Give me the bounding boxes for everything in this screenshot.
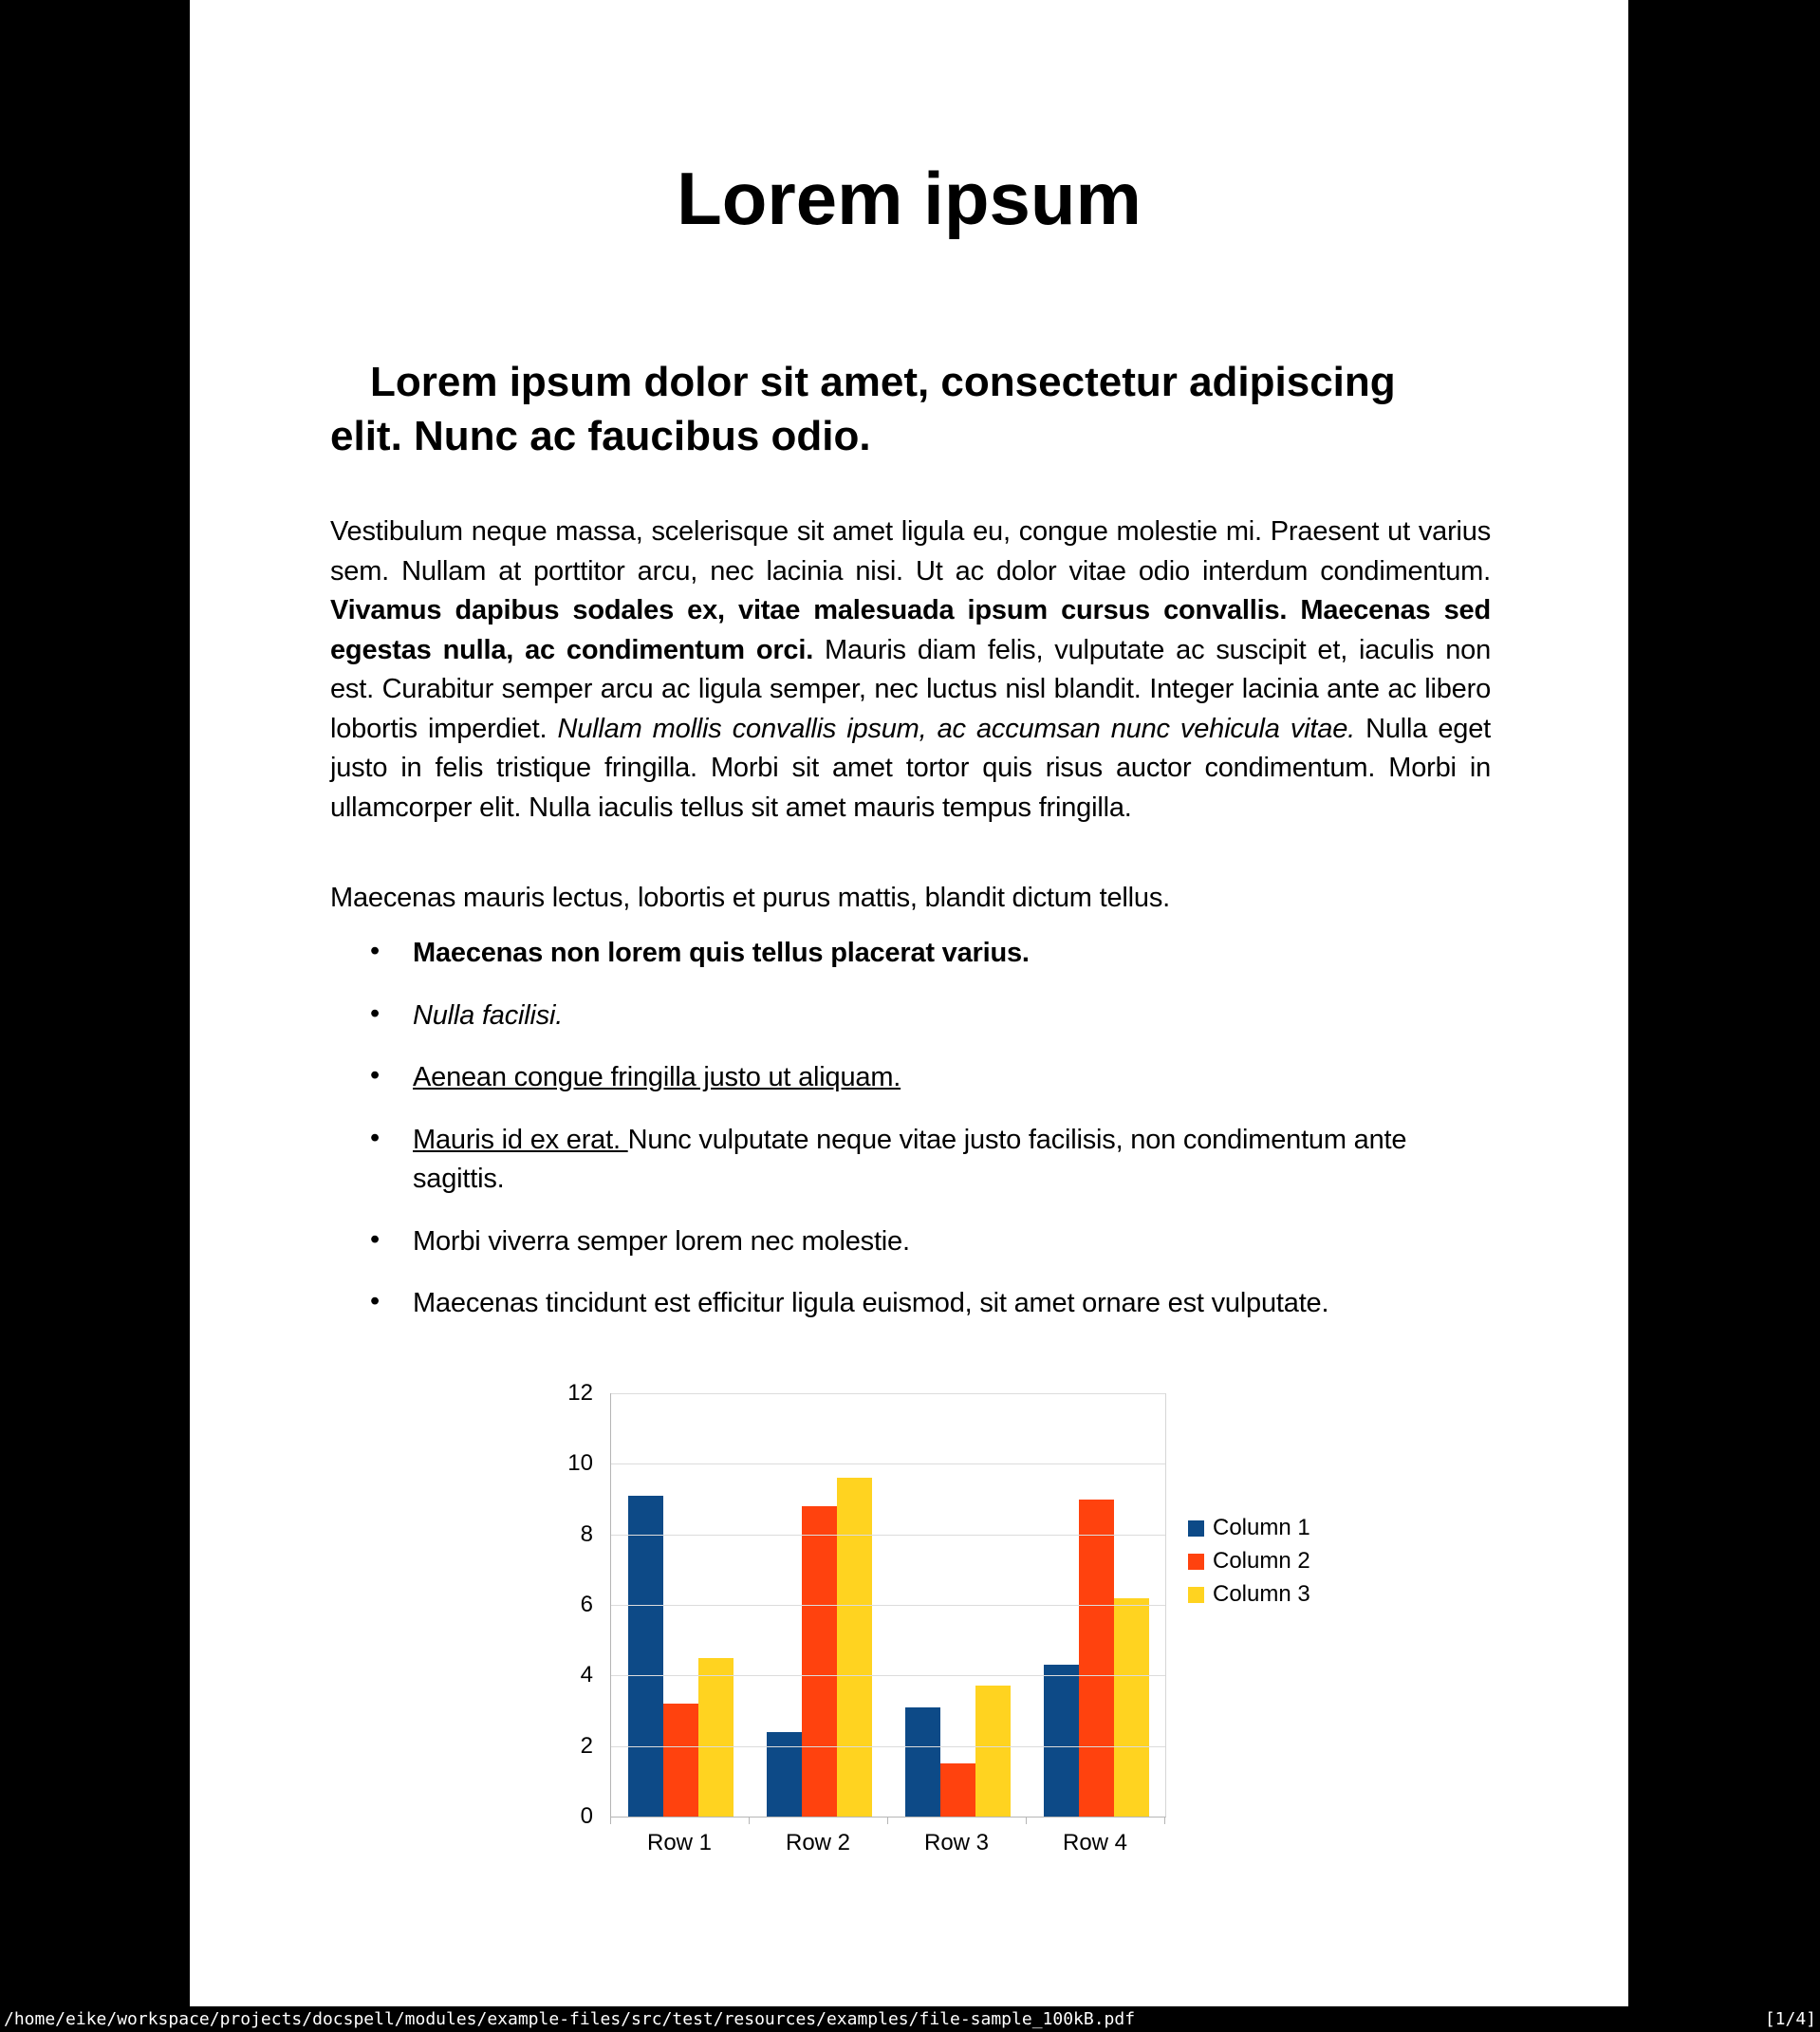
bullet-list xyxy=(330,934,1491,1347)
chart-gridline xyxy=(611,1393,1165,1394)
chart-bar xyxy=(940,1763,975,1817)
legend-color-swatch xyxy=(1188,1587,1204,1603)
statusbar-page-indicator: [1/4] xyxy=(1764,2009,1816,2029)
list-item-text xyxy=(413,1062,901,1092)
list-item-text xyxy=(413,1288,1328,1318)
list-item xyxy=(330,1284,1491,1324)
list-item xyxy=(330,1121,1491,1200)
y-axis-tick-label: 10 xyxy=(567,1450,593,1477)
statusbar-file-path: /home/eike/workspace/projects/docspell/modules/example-files/src/test/resources/examples/file-sample_100kB.pdf xyxy=(4,2009,1136,2029)
chart-gridline xyxy=(611,1675,1165,1676)
legend-series-label: Column 2 xyxy=(1213,1548,1310,1574)
list-item-text xyxy=(413,938,1030,968)
text-run: Morbi viverra semper lorem nec molestie. xyxy=(413,1225,910,1257)
chart-bar xyxy=(663,1704,698,1817)
y-axis-tick-label: 6 xyxy=(580,1592,593,1617)
paragraph-secondary: Maecenas mauris lectus, lobortis et purus mattis, blandit dictum tellus. xyxy=(330,883,1170,913)
text-run: Maecenas tincidunt est efficitur ligula euismod, sit amet ornare est vulputate. xyxy=(413,1288,1329,1318)
chart-bar xyxy=(802,1506,837,1817)
statusbar xyxy=(0,2006,1820,2032)
legend-entry xyxy=(1188,1581,1310,1607)
bar-chart xyxy=(190,1370,1628,1940)
chart-gridline xyxy=(611,1605,1165,1606)
text-run: Nulla facilisi. xyxy=(413,999,564,1031)
bullet-icon: • xyxy=(370,936,380,966)
chart-bar xyxy=(975,1686,1011,1817)
chart-legend xyxy=(1188,1515,1310,1619)
text-run: Nullam mollis convallis ipsum, ac accumsan nunc vehicula vitae. xyxy=(557,713,1366,744)
chart-bar xyxy=(767,1732,802,1817)
chart-bar xyxy=(628,1496,663,1817)
list-item-text xyxy=(413,1226,910,1257)
list-item xyxy=(330,1222,1491,1262)
x-axis-category-label: Row 4 xyxy=(1062,1830,1128,1855)
legend-series-label: Column 1 xyxy=(1213,1515,1310,1540)
list-item xyxy=(330,997,1491,1036)
legend-entry xyxy=(1188,1515,1310,1540)
list-item-text xyxy=(413,1125,1406,1195)
paragraph-main xyxy=(330,513,1491,828)
text-run: Maecenas non lorem quis tellus placerat varius. xyxy=(413,938,1030,968)
chart-bar xyxy=(1044,1665,1079,1817)
bullet-icon: • xyxy=(370,997,380,1029)
chart-gridline xyxy=(611,1746,1165,1747)
x-axis-tick xyxy=(610,1817,611,1824)
x-axis-category-label: Row 3 xyxy=(923,1830,990,1855)
y-axis-tick-label: 0 xyxy=(580,1803,593,1829)
bullet-icon: • xyxy=(370,1223,380,1255)
bullet-icon: • xyxy=(370,1122,380,1153)
list-item xyxy=(330,934,1491,974)
x-axis-category-label: Row 2 xyxy=(785,1830,851,1855)
legend-entry xyxy=(1188,1548,1310,1574)
bullet-icon: • xyxy=(370,1286,380,1316)
list-item-text xyxy=(413,1000,563,1031)
y-axis-tick-label: 2 xyxy=(580,1732,593,1759)
chart-bar xyxy=(837,1478,872,1817)
bullet-icon: • xyxy=(370,1060,380,1091)
text-run: Nulla eget justo in felis tristique fringilla. Morbi sit amet tortor quis risus auctor condimentum. Morbi in ullamcorper elit. Nulla iaculis tellus sit amet mauris tempus fringilla. xyxy=(330,713,1491,823)
heading-line-1: Lorem ipsum dolor sit amet, consectetur adipiscing xyxy=(370,359,1396,405)
list-item xyxy=(330,1058,1491,1098)
chart-gridline xyxy=(611,1535,1165,1536)
x-axis-tick xyxy=(887,1817,888,1824)
text-run: Vivamus dapibus sodales ex, vitae malesuada ipsum cursus convallis. Maecenas sed egestas nulla, ac condimentum orci. xyxy=(330,595,1491,665)
chart-bar xyxy=(1114,1598,1149,1817)
text-run: Mauris id ex erat. xyxy=(413,1124,628,1155)
text-run: Aenean congue fringilla justo ut aliquam. xyxy=(413,1062,901,1092)
legend-color-swatch xyxy=(1188,1554,1204,1570)
document-title: Lorem ipsum xyxy=(677,157,1142,240)
chart-bar xyxy=(905,1707,940,1817)
chart-plot-area xyxy=(610,1393,1166,1818)
legend-color-swatch xyxy=(1188,1520,1204,1537)
x-axis-tick xyxy=(749,1817,750,1824)
text-run: Mauris diam felis, vulputate ac suscipit et, iaculis non est. Curabitur semper arcu ac ligula semper, nec luctus nisl blandit. Integer lacinia ante ac libero lobortis imperdiet. xyxy=(330,634,1491,744)
x-axis-category-label: Row 1 xyxy=(646,1830,713,1855)
chart-gridline xyxy=(611,1463,1165,1464)
legend-series-label: Column 3 xyxy=(1213,1581,1310,1607)
x-axis-tick xyxy=(1026,1817,1027,1824)
y-axis-tick-label: 8 xyxy=(580,1520,593,1547)
text-run: Vestibulum neque massa, scelerisque sit amet ligula eu, congue molestie mi. Praesent ut varius sem. Nullam at porttitor arcu, nec lacinia nisi. Ut ac dolor vitae odio interdum condimentum. xyxy=(330,516,1491,587)
x-axis-tick xyxy=(1164,1817,1165,1824)
document-page xyxy=(190,0,1628,2006)
chart-bar xyxy=(698,1658,734,1817)
document-heading xyxy=(330,355,1507,463)
text-run: Nunc vulputate neque vitae justo facilisis, non condimentum ante sagittis. xyxy=(413,1124,1407,1194)
y-axis-tick-label: 12 xyxy=(567,1380,593,1406)
chart-bar xyxy=(1079,1500,1114,1818)
heading-line-2: elit. Nunc ac faucibus odio. xyxy=(330,413,871,459)
y-axis-tick-label: 4 xyxy=(580,1662,593,1688)
